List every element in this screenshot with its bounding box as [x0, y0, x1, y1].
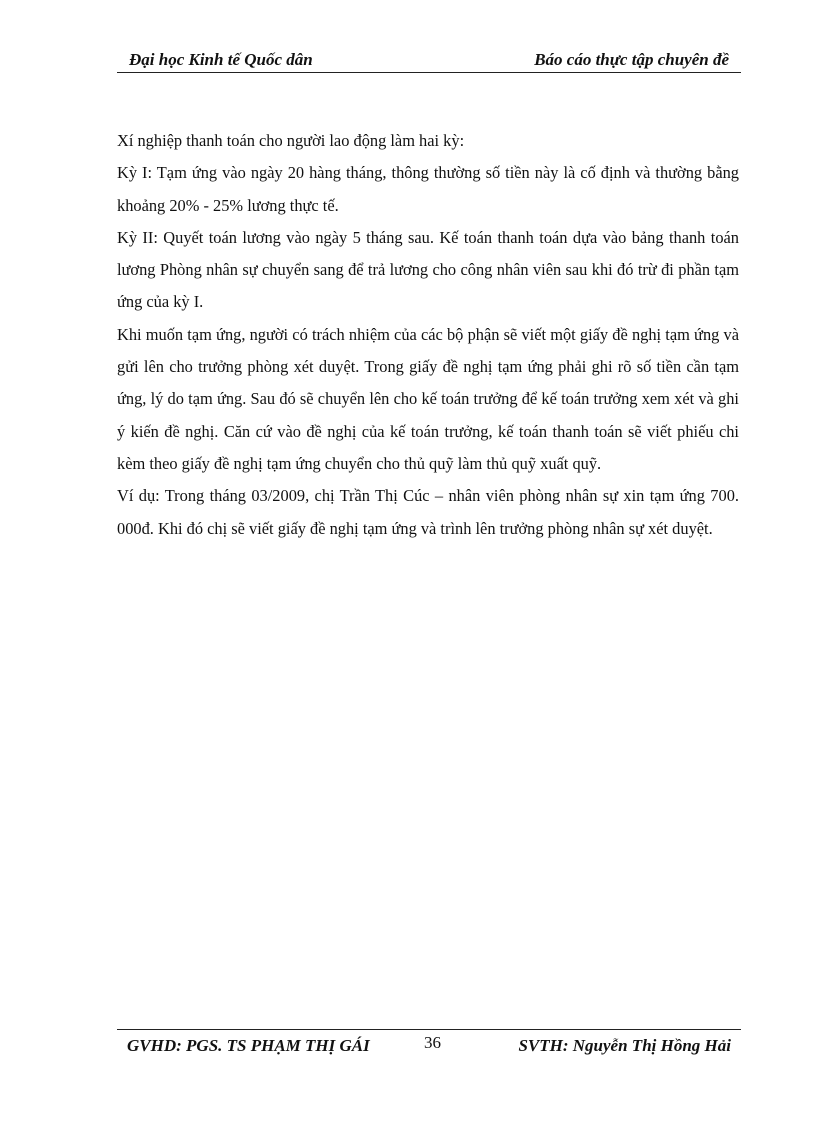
paragraph-payment-periods: Xí nghiệp thanh toán cho người lao động làm hai kỳ:	[117, 131, 465, 150]
page-header	[117, 48, 741, 73]
footer-student: SVTH: Nguyễn Thị Hồng Hải	[518, 1036, 731, 1055]
header-university: Đại học Kinh tế Quốc dân	[129, 50, 313, 69]
paragraph-period-one: Kỳ I: Tạm ứng vào ngày 20 hàng tháng, thông thường số tiền này là cố định và thường bằng khoảng 20% - 25% lương thực tế.	[117, 163, 739, 215]
page-footer	[117, 1029, 741, 1064]
header-report-title: Báo cáo thực tập chuyên đề	[534, 50, 729, 69]
paragraph-example: Ví dụ: Trong tháng 03/2009, chị Trần Thị Cúc – nhân viên phòng nhân sự xin tạm ứng 700. 000đ. Khi đó chị sẽ viết giấy đề nghị tạm ứng và trình lên trưởng phòng nhân sự xét duyệt.	[117, 486, 739, 538]
page-number: 36	[424, 1033, 441, 1052]
footer-supervisor: GVHD: PGS. TS PHẠM THỊ GÁI	[127, 1036, 370, 1055]
paragraph-period-two: Kỳ II: Quyết toán lương vào ngày 5 tháng sau. Kế toán thanh toán dựa vào bảng thanh toán lương Phòng nhân sự chuyển sang để trả lương cho công nhân viên sau khi đó trừ đi phần tạm ứng của kỳ I.	[117, 227, 739, 312]
document-body	[117, 125, 739, 545]
paragraph-advance-procedure: Khi muốn tạm ứng, người có trách nhiệm của các bộ phận sẽ viết một giấy đề nghị tạm ứng và gửi lên cho trưởng phòng xét duyệt. Trong giấy đề nghị tạm ứng phải ghi rõ số tiền cần tạm ứng, lý do tạm ứng. Sau đó sẽ chuyển lên cho kế toán trưởng để kế toán trưởng xem xét và ghi ý kiến đề nghị. Căn cứ vào đề nghị của kế toán trưởng, kế toán thanh toán sẽ viết phiếu chi kèm theo giấy đề nghị tạm ứng chuyển cho thủ quỹ làm thủ quỹ xuất quỹ.	[117, 324, 739, 473]
